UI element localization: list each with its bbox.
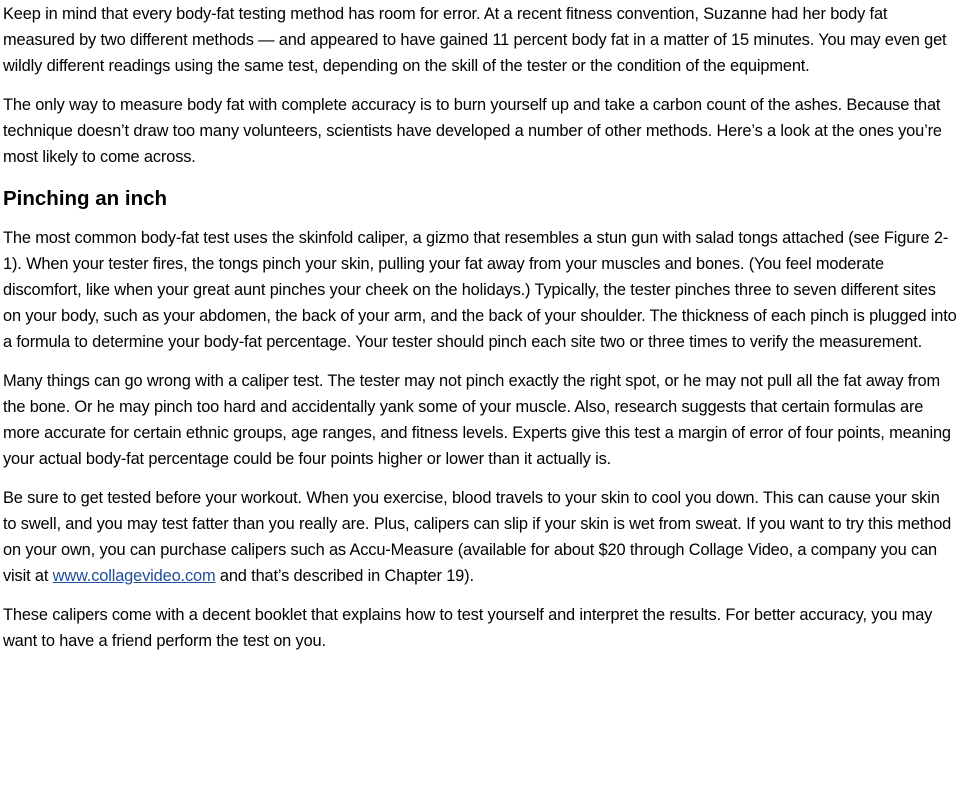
paragraph-testing-error: Keep in mind that every body-fat testing method has room for error. At a recent fitness convention, Suzanne had her body fat measured by two different methods — and appeared to have gained 11 percent body fat in a matter of 15 minutes. You may even get wildly different readings using the same test, depending on the skill of the tester or the condition of the equipment. — [3, 5, 947, 75]
paragraph-before-workout-text: Be sure to get tested before your workout. When you exercise, blood travels to your skin to cool you down. This can cause your skin to swell, and you may test fatter than you really are. Plus, calipers can slip if your skin is wet from sweat. If you want to try this method on your own, you can purchase calipers such as Accu-Measure (available for about $20 through Collage Video, a company you can visit at — [3, 489, 952, 585]
paragraph-after-link-text: and that’s described in Chapter 19). — [215, 567, 474, 585]
paragraph-caliper-errors: Many things can go wrong with a caliper test. The tester may not pinch exactly the right spot, or he may not pull all the fat away from the bone. Or he may pinch too hard and accidentally yank some of your muscle. Also, research suggests that certain formulas are more accurate for certain ethnic groups, age ranges, and fitness levels. Experts give this test a margin of error of four points, meaning your actual body-fat percentage could be four points higher or lower than it actually is. — [3, 372, 951, 468]
paragraph-complete-accuracy: The only way to measure body fat with complete accuracy is to burn yourself up and take a carbon count of the ashes. Because that technique doesn’t draw too many volunteers, scientists have developed a number of other methods. Here’s a look at the ones you’re most likely to come across. — [3, 96, 942, 166]
paragraph-booklet: These calipers come with a decent booklet that explains how to test yourself and interpret the results. For better accuracy, you may want to have a friend perform the test on you. — [3, 606, 933, 650]
paragraph-before-workout — [3, 485, 957, 589]
collagevideo-link[interactable]: www.collagevideo.com — [52, 567, 216, 585]
paragraph-skinfold-caliper: The most common body-fat test uses the skinfold caliper, a gizmo that resembles a stun gun with salad tongs attached (see Figure 2-1). When your tester fires, the tongs pinch your skin, pulling your fat away from your muscles and bones. (You feel moderate discomfort, like when your great aunt pinches your cheek on the holidays.) Typically, the tester pinches three to seven different sites on your body, such as your abdomen, the back of your arm, and the back of your shoulder. The thickness of each pinch is plugged into a formula to determine your body-fat percentage. Your tester should pinch each site two or three times to verify the measurement. — [3, 229, 957, 351]
section-heading: Pinching an inch — [3, 187, 168, 210]
document-body — [0, 1, 957, 654]
